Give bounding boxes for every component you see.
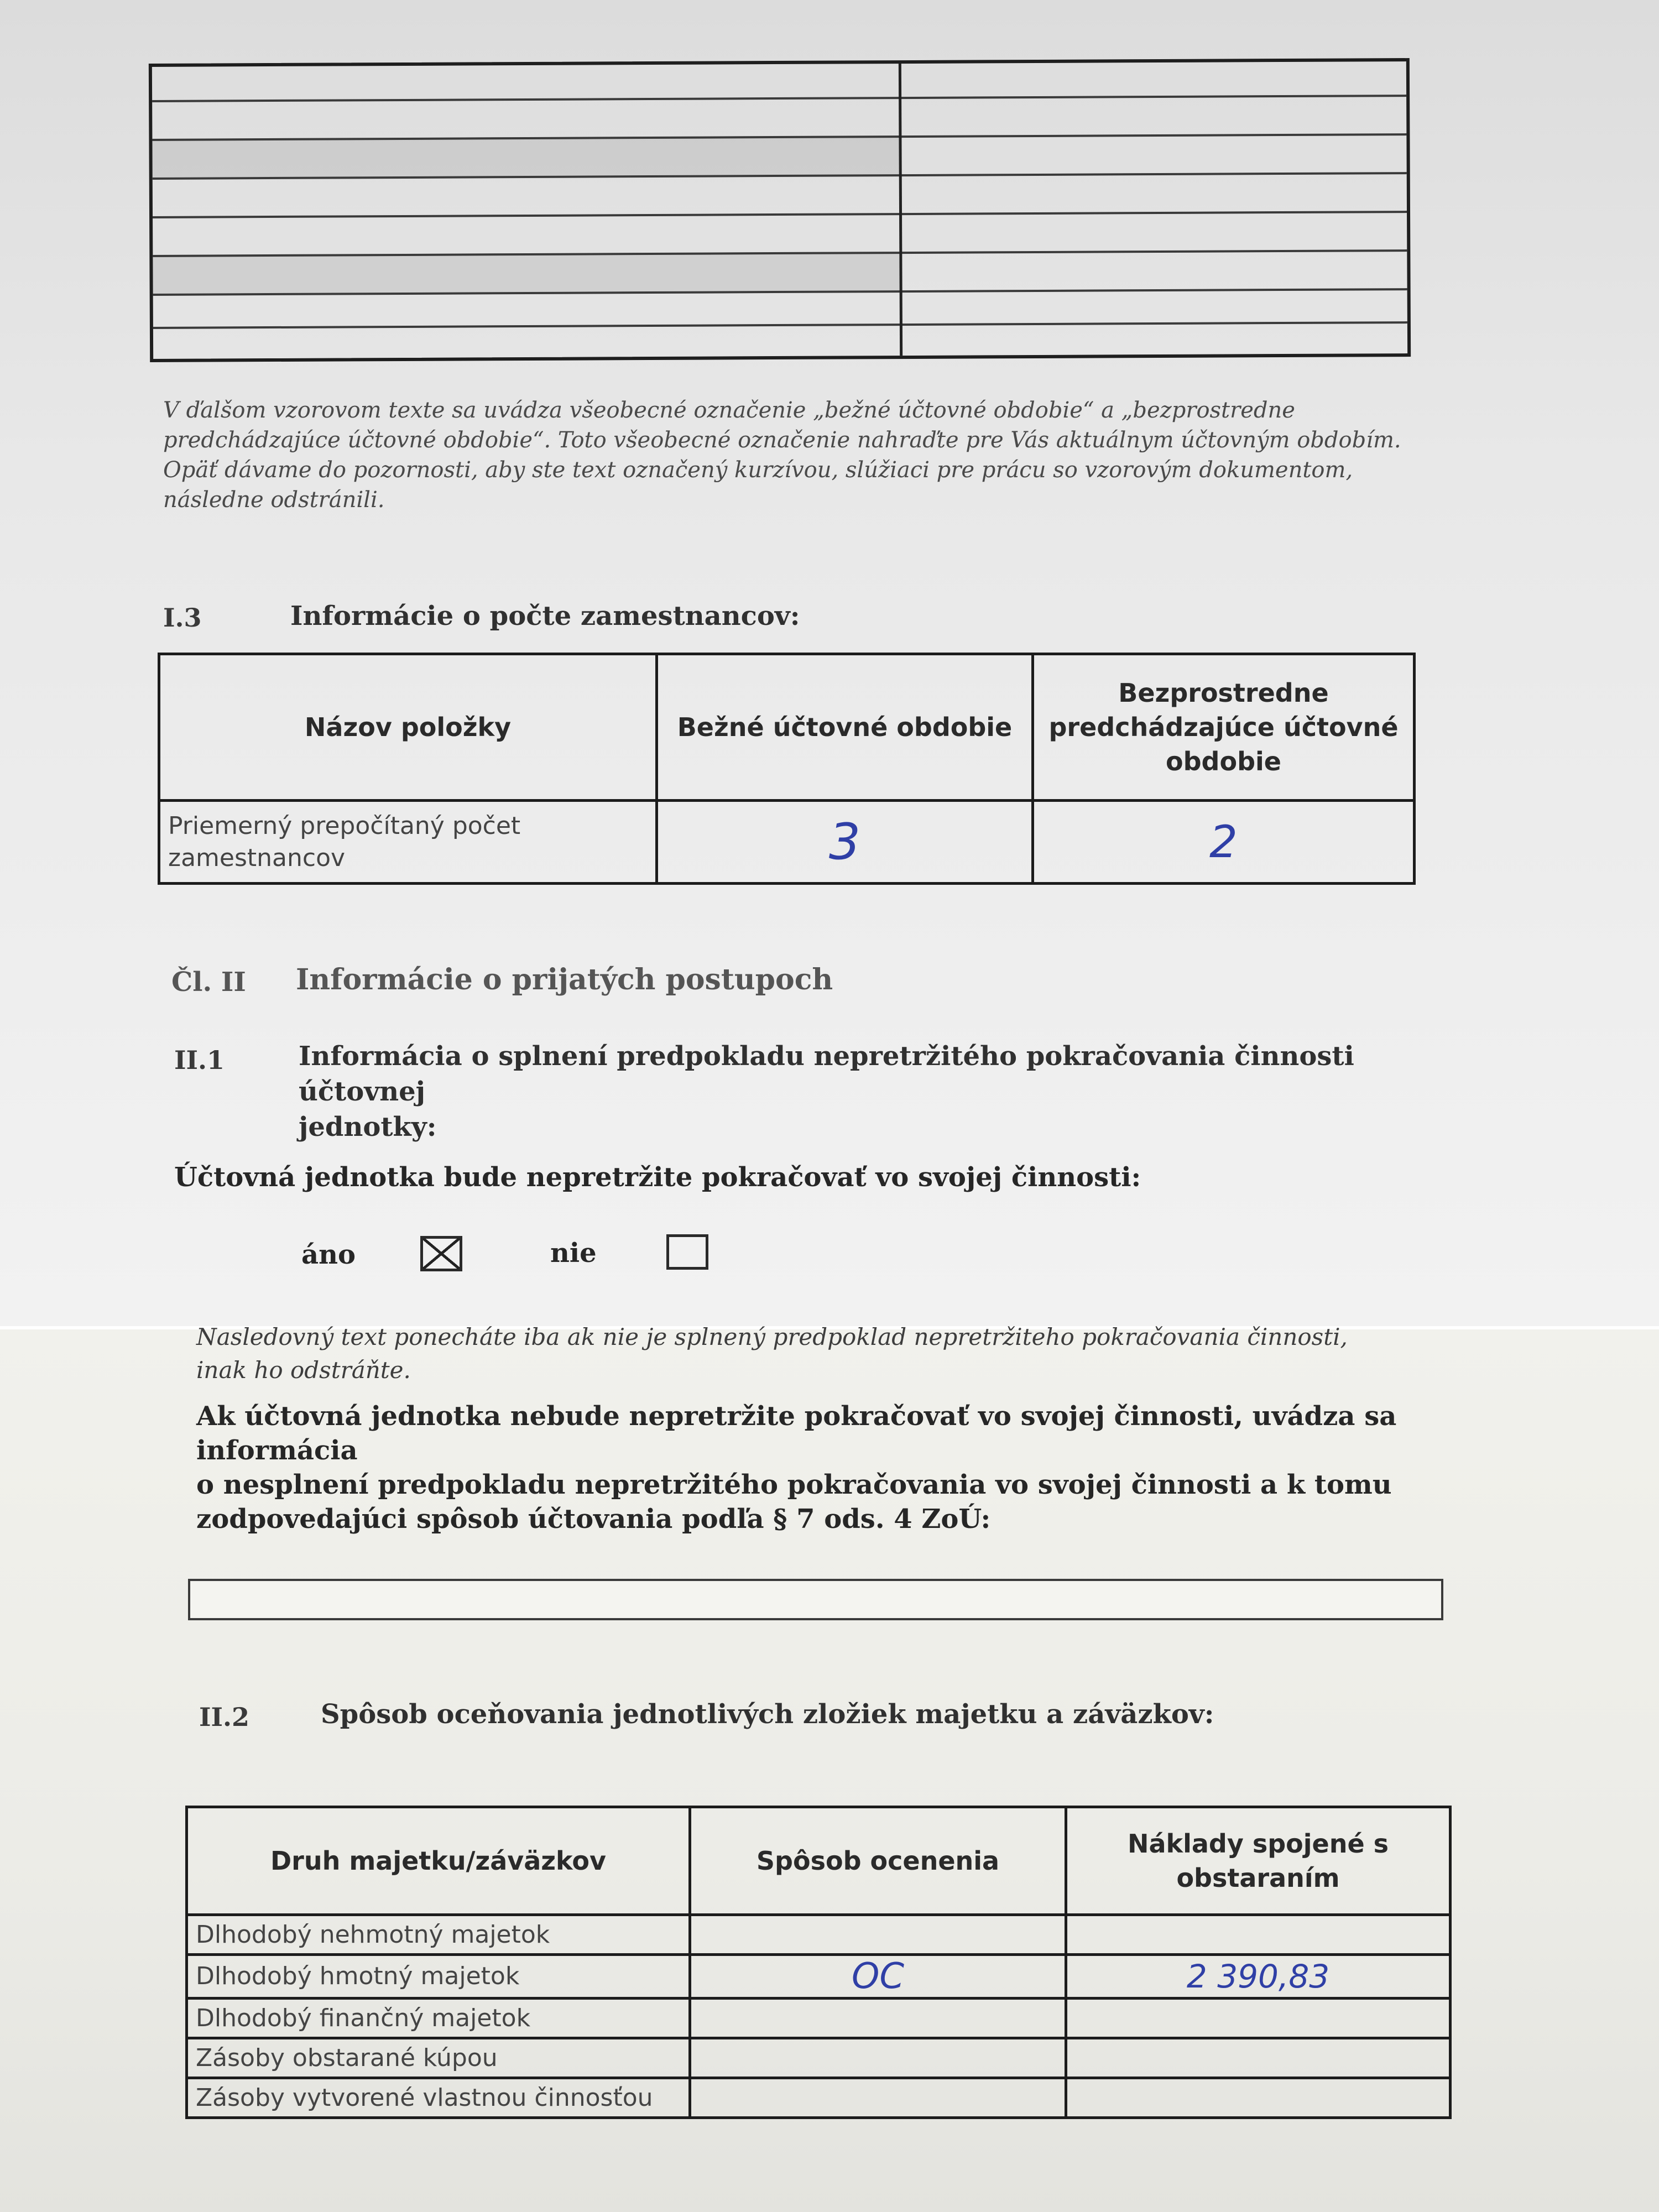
no-label: nie [550, 1238, 597, 1269]
row-label: Dlhodobý finančný majetok [187, 1999, 690, 2038]
no-checkbox[interactable] [666, 1234, 708, 1270]
acquisition-costs-cell[interactable] [1066, 1999, 1451, 2038]
conditional-note [196, 1321, 1468, 1387]
section-number: II.2 [199, 1702, 250, 1732]
section-title [299, 1039, 1405, 1145]
handwritten-valuation-method[interactable]: OC [690, 1955, 1066, 1999]
valuation-table [185, 1806, 1452, 2119]
table-header: Bezprostredne predchádzajúce účtovné obdobie [1033, 654, 1415, 801]
conditional-note-line: inak ho odstráňte. [196, 1357, 411, 1384]
table-header: Druh majetku/záväzkov [187, 1807, 690, 1915]
chapter-number: Čl. II [171, 967, 246, 998]
table-row [187, 2078, 1451, 2118]
conditional-text-line: Ak účtovná jednotka nebude nepretržite pokračovať vo svojej činnosti, uvádza sa [196, 1401, 1397, 1432]
yes-checkbox[interactable] [420, 1236, 462, 1271]
section-number: II.1 [174, 1045, 225, 1075]
section-title: Informácie o počte zamestnancov: [290, 601, 800, 632]
table-row [187, 1955, 1451, 1999]
handwritten-previous-value[interactable]: 2 [1033, 801, 1415, 884]
section-title: Spôsob oceňovania jednotlivých zložiek majetku a záväzkov: [321, 1699, 1214, 1730]
row-label: Zásoby obstarané kúpou [187, 2038, 690, 2078]
conditional-text-line: informácia [196, 1435, 358, 1466]
conditional-text-line: zodpovedajúci spôsob účtovania podľa § 7 ods. 4 ZoÚ: [196, 1504, 991, 1535]
table-row [187, 1999, 1451, 2038]
section-title-line: Informácia o splnení predpokladu nepretržitého pokračovania činnosti účtovnej [299, 1041, 1354, 1107]
section-number: I.3 [163, 603, 202, 633]
continuity-question: Účtovná jednotka bude nepretržite pokračovať vo svojej činnosti: [174, 1162, 1141, 1193]
acquisition-costs-cell[interactable] [1066, 1915, 1451, 1955]
conditional-text [196, 1399, 1468, 1536]
blank-table [149, 58, 1411, 362]
valuation-method-cell[interactable] [690, 1915, 1066, 1955]
handwritten-current-value[interactable]: 3 [657, 801, 1033, 884]
acquisition-costs-cell[interactable] [1066, 2078, 1451, 2118]
row-label: Zásoby vytvorené vlastnou činnosťou [187, 2078, 690, 2118]
table-row [159, 801, 1415, 884]
intro-note-line: Opäť dávame do pozornosti, aby ste text označený kurzívou, slúžiaci pre prácu so vzorovým dokumentom, [163, 457, 1353, 483]
valuation-method-cell[interactable] [690, 2078, 1066, 2118]
section-title-line: jednotky: [299, 1112, 437, 1142]
intro-note-line: V ďalšom vzorovom texte sa uvádza všeobecné označenie „bežné účtovné obdobie“ a „bezprostredne [163, 398, 1295, 423]
table-header: Bežné účtovné obdobie [657, 654, 1033, 801]
chapter-title: Informácie o prijatých postupoch [296, 963, 833, 997]
conditional-note-line: Nasledovný text ponecháte iba ak nie je splnený predpoklad nepretržiteho pokračovania činnosti, [196, 1323, 1348, 1350]
conditional-text-line: o nesplnení predpokladu nepretržitého pokračovania vo svojej činnosti a k tomu [196, 1469, 1392, 1500]
valuation-method-cell[interactable] [690, 2038, 1066, 2078]
continuity-info-field[interactable] [188, 1579, 1443, 1620]
employees-table [158, 653, 1416, 885]
acquisition-costs-cell[interactable] [1066, 2038, 1451, 2078]
valuation-method-cell[interactable] [690, 1999, 1066, 2038]
row-label: Dlhodobý hmotný majetok [187, 1955, 690, 1999]
table-row [187, 2038, 1451, 2078]
row-label: Priemerný prepočítaný počet zamestnancov [159, 801, 657, 884]
table-row [187, 1915, 1451, 1955]
handwritten-acquisition-costs[interactable]: 2 390,83 [1066, 1955, 1451, 1999]
row-label: Dlhodobý nehmotný majetok [187, 1915, 690, 1955]
table-header: Spôsob ocenenia [690, 1807, 1066, 1915]
yes-label: áno [301, 1239, 356, 1270]
table-header: Názov položky [159, 654, 657, 801]
intro-note-line: následne odstránili. [163, 487, 385, 513]
intro-note-line: predchádzajúce účtovné obdobie“. Toto všeobecné označenie nahraďte pre Vás aktuálnym účtovným obdobím. [163, 427, 1401, 453]
table-header: Náklady spojené s obstaraním [1066, 1807, 1451, 1915]
intro-note [163, 395, 1435, 515]
